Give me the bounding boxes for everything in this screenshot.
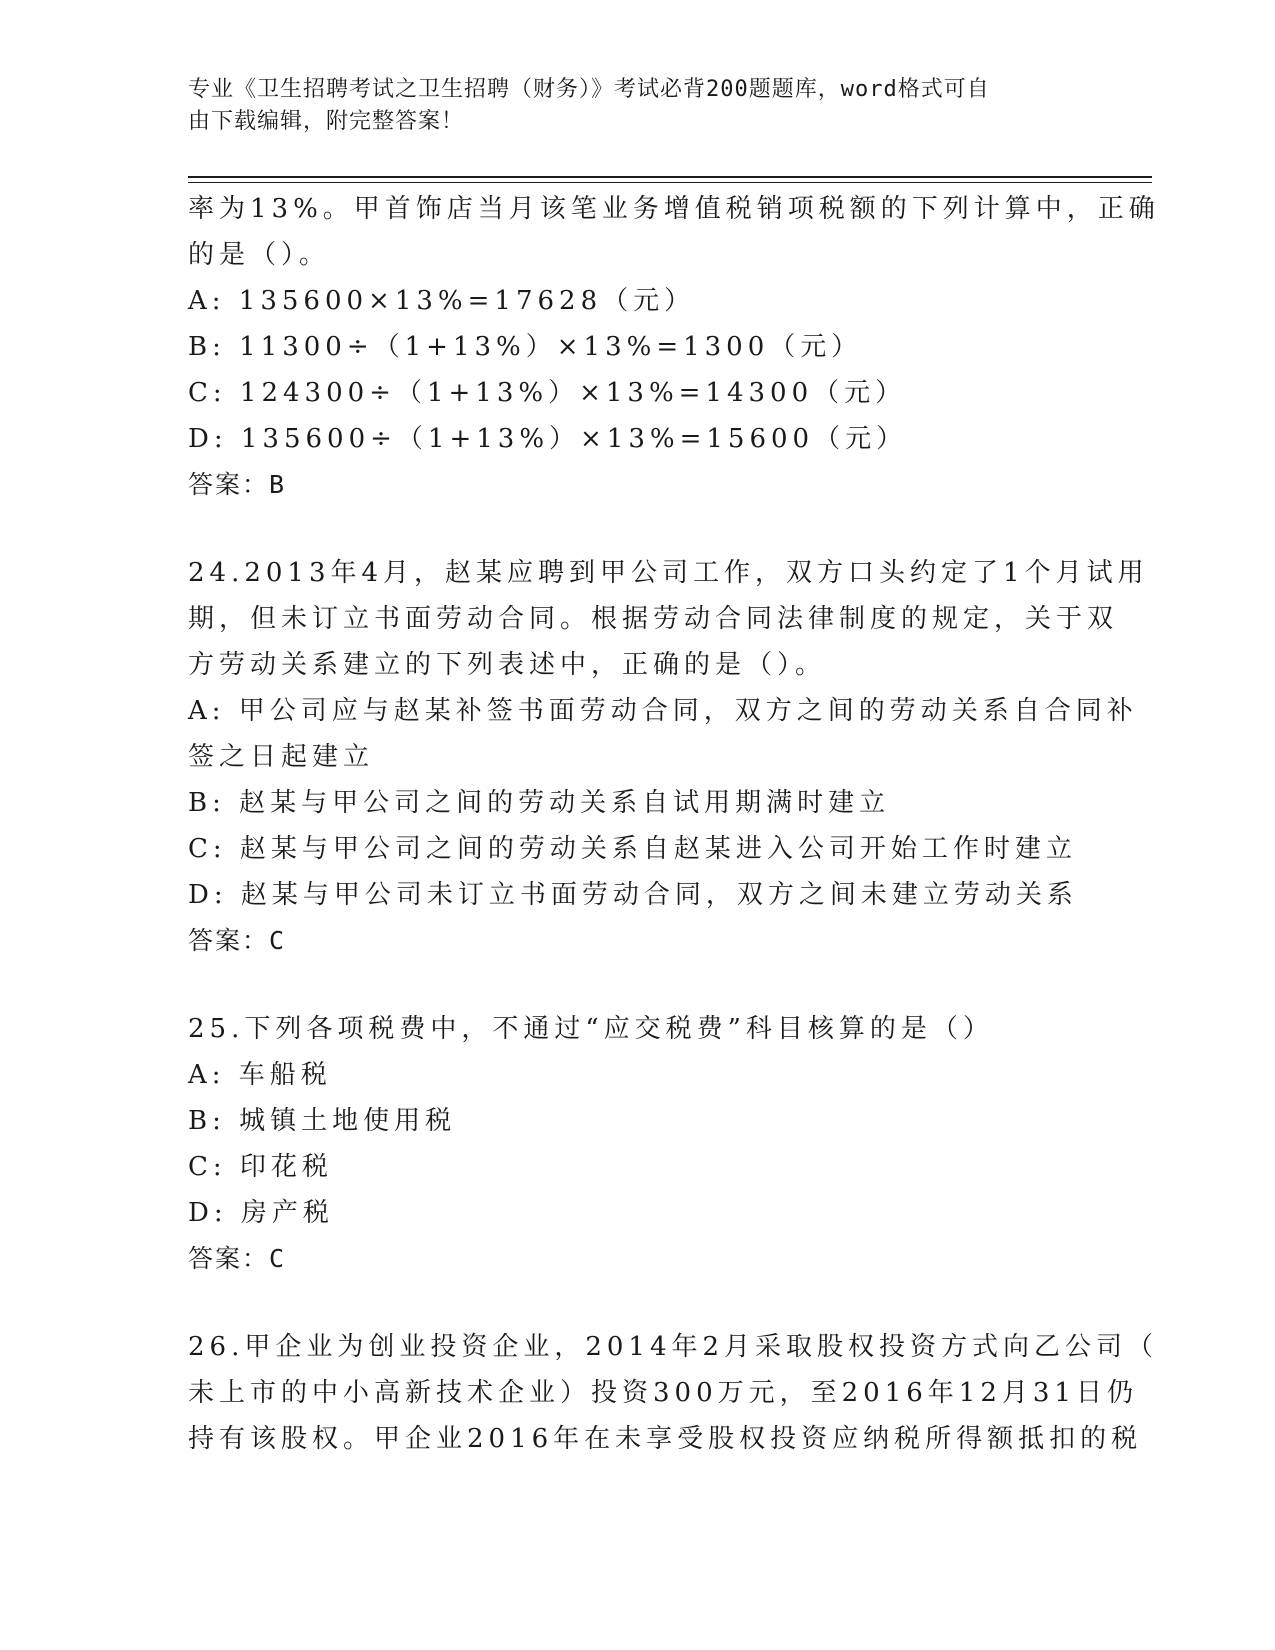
option-a: A: 甲公司应与赵某补签书面劳动合同，双方之间的劳动关系自合同补 [188,696,1138,726]
option-a-continued: 签之日起建立 [188,742,375,772]
question-text-line: 率为13%。甲首饰店当月该笔业务增值税销项税额的下列计算中，正确 [188,194,1160,224]
question-text-line: 的是（）。 [188,240,331,270]
option-a: A: 车船税 [188,1060,332,1090]
option-a: A: 135600×13%=17628（元） [188,286,696,316]
question-text-line: 24.2013年4月，赵某应聘到甲公司工作，双方口头约定了1个月试用 [188,558,1149,588]
option-d: D: 赵某与甲公司未订立书面劳动合同，双方之间未建立劳动关系 [188,880,1078,910]
option-b: B: 城镇土地使用税 [188,1106,457,1136]
question-text-line: 期，但未订立书面劳动合同。根据劳动合同法律制度的规定，关于双 [188,604,1119,634]
question-text-line: 26.甲企业为创业投资企业，2014年2月采取股权投资方式向乙公司（ [188,1332,1159,1362]
question-text-line: 持有该股权。甲企业2016年在未享受股权投资应纳税所得额抵扣的税 [188,1424,1143,1454]
question-text-line: 未上市的中小高新技术企业）投资300万元，至2016年12月31日仍 [188,1378,1138,1408]
option-b: B: 11300÷（1+13%）×13%=1300（元） [188,332,863,362]
answer-label: 答案：C [188,926,287,955]
option-d: D: 房产税 [188,1198,334,1228]
option-b: B: 赵某与甲公司之间的劳动关系自试用期满时建立 [188,788,891,818]
question-continuation [188,186,1160,508]
question-24 [188,550,1149,964]
spacer [188,964,1088,1006]
option-d: D: 135600÷（1+13%）×13%=15600（元） [188,424,908,454]
option-c: C: 赵某与甲公司之间的劳动关系自赵某进入公司开始工作时建立 [188,834,1077,864]
header-divider-thin [188,182,1152,183]
header-divider-thick [188,176,1152,178]
answer-label: 答案：C [188,1244,287,1273]
spacer [188,508,1088,550]
document-body [188,186,1160,1462]
question-26 [188,1324,1159,1462]
answer-label: 答案：B [188,470,287,499]
header-line-1: 专业《卫生招聘考试之卫生招聘（财务）》考试必背200题题库，word格式可自 [188,77,990,102]
question-text-line: 方劳动关系建立的下列表述中，正确的是（）。 [188,650,827,680]
document-header [188,74,1078,138]
option-c: C: 124300÷（1+13%）×13%=14300（元） [188,378,907,408]
question-text-line: 25.下列各项税费中，不通过“应交税费”科目核算的是（） [188,1014,994,1044]
question-25 [188,1006,1088,1282]
header-line-2: 由下载编辑，附完整答案！ [188,109,465,134]
option-c: C: 印花税 [188,1152,333,1182]
spacer [188,1282,1088,1324]
